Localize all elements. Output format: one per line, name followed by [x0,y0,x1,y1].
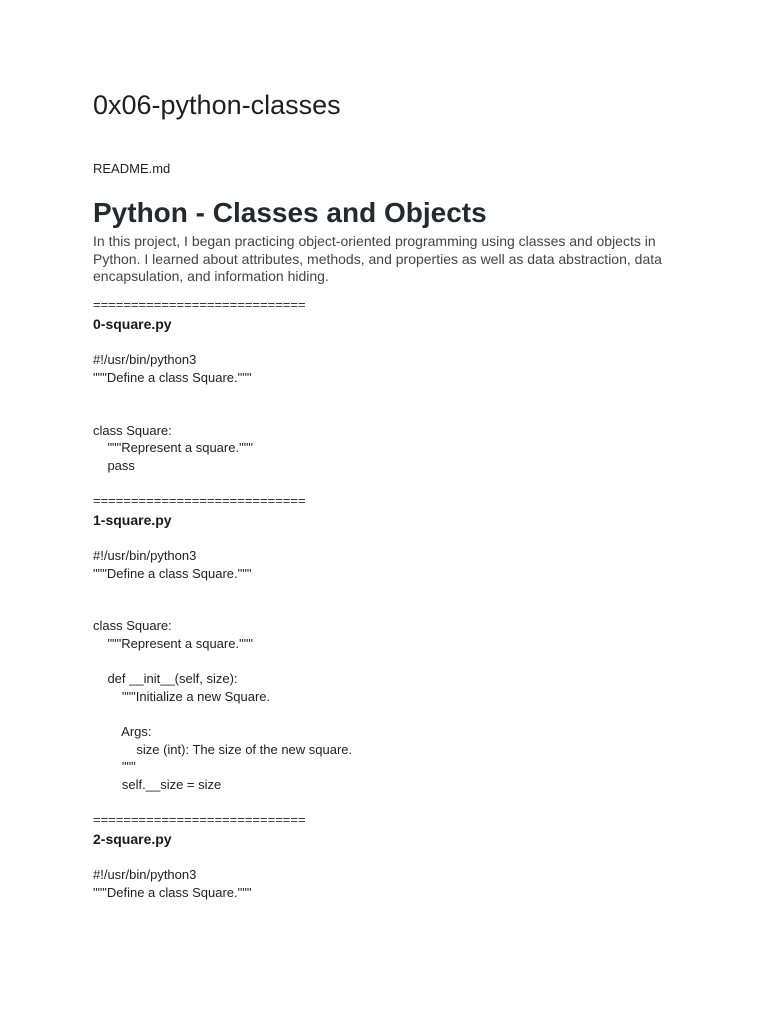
document-title: 0x06-python-classes [93,90,341,120]
code-line: def __init__(self, size): [93,671,238,686]
code-line: #!/usr/bin/python3 [93,867,197,882]
file-heading-2-square: 2-square.py [93,831,172,847]
code-line: """Represent a square.""" [93,440,253,455]
file-heading-1-square: 1-square.py [93,512,172,528]
intro-paragraph: In this project, I began practicing object-oriented programming using classes and objects in Python. I learned about attributes, methods, and properties as well as data abstraction, data encapsulation, and information hiding. [93,233,662,284]
code-line: #!/usr/bin/python3 [93,352,197,367]
code-line: class Square: [93,423,172,438]
code-line: """Initialize a new Square. [93,689,271,704]
code-line: size (int): The size of the new square. [93,742,353,757]
code-line: """Define a class Square.""" [93,370,252,385]
code-line: self.__size = size [93,777,222,792]
document-page [93,0,693,1024]
code-line: pass [93,458,135,473]
code-line: #!/usr/bin/python3 [93,548,197,563]
code-line: class Square: [93,618,172,633]
code-line: """ [93,759,136,774]
section-separator: ============================ [93,297,306,312]
code-line: Args: [93,724,152,739]
section-separator: ============================ [93,493,306,508]
section-separator: ============================ [93,812,306,827]
readme-heading: Python - Classes and Objects [93,197,487,228]
code-line: """Represent a square.""" [93,636,253,651]
readme-filename: README.md [93,161,171,176]
code-line: """Define a class Square.""" [93,566,252,581]
code-line: """Define a class Square.""" [93,885,252,900]
file-heading-0-square: 0-square.py [93,316,172,332]
